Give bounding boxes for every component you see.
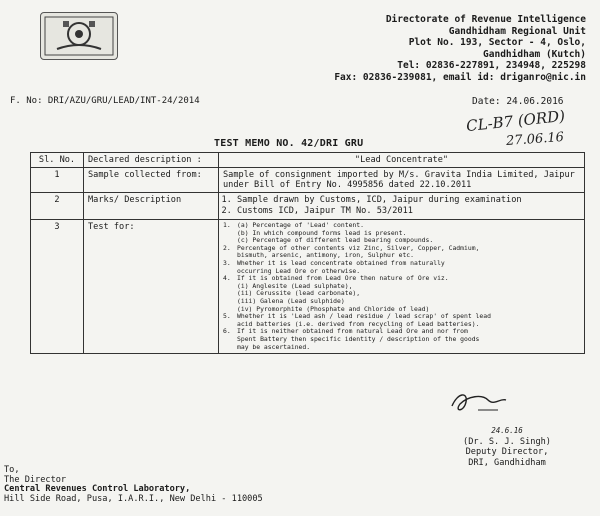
- memo-title: TEST MEMO NO. 42/DRI GRU: [214, 138, 364, 149]
- declared-value: "Lead Concentrate": [219, 153, 585, 168]
- file-number: F. No: DRI/AZU/GRU/LEAD/INT-24/2014: [10, 96, 200, 106]
- header-line: Tel: 02836-227891, 234948, 225298: [397, 60, 586, 71]
- sample-collected-text: Sample of consignment imported by M/s. Gravita India Limited, Jaipur under Bill of Entry No. 4995856 dated 22.10.2011: [219, 168, 585, 193]
- addressee-line: Hill Side Road, Pusa, I.A.R.I., New Delhi - 110005: [4, 493, 263, 504]
- test-item: 1. (a) Percentage of 'Lead' content.: [223, 222, 364, 229]
- row-label: Test for:: [84, 220, 219, 354]
- test-item: (i) Anglesite (Lead sulphate),: [237, 282, 353, 290]
- test-item: (iv) Pyromorphite (Phosphate and Chloride of lead): [237, 305, 430, 313]
- addressee-line: Central Revenues Control Laboratory,: [4, 484, 191, 494]
- header-line: Directorate of Revenue Intelligence: [385, 14, 586, 25]
- test-item: Spent Battery then specific identity / description of the goods: [237, 335, 480, 343]
- sl-no-header: Sl. No.: [31, 153, 84, 168]
- signatory-designation: Deputy Director,: [465, 447, 549, 457]
- header-line: Plot No. 193, Sector - 4, Oslo,: [408, 37, 586, 48]
- test-item: 2. Percentage of other contents viz Zinc, Silver, Copper, Cadmium,: [223, 244, 480, 252]
- test-item: 4. If it is obtained from Lead Ore then nature of Ore viz.: [223, 275, 449, 283]
- test-item: bismuth, arsenic, antimony, iron, Sulphur etc.: [237, 252, 414, 260]
- sl-no-cell: 1: [31, 168, 84, 193]
- test-item: (iii) Galena (Lead sulphide): [237, 297, 345, 305]
- test-item: may be ascertained.: [237, 343, 311, 351]
- handwritten-signature: [448, 388, 518, 418]
- header-line: Gandhidham (Kutch): [483, 48, 586, 60]
- table-row: [31, 220, 585, 354]
- sl-no-cell: 3: [31, 220, 84, 354]
- test-memo-table: [30, 152, 585, 354]
- test-item: 3. Whether it is lead concentrate obtained from naturally: [223, 259, 445, 267]
- declared-header: Declared description :: [84, 153, 219, 168]
- signatory-office: DRI, Gandhidham: [468, 457, 546, 468]
- list-item: 1. Sample drawn by Customs, ICD, Jaipur during examination: [237, 195, 580, 205]
- signatory-name: (Dr. S. J. Singh): [463, 436, 551, 447]
- test-item: occurring Lead Ore or otherwise.: [237, 267, 361, 275]
- addressee-line: The Director: [4, 474, 67, 485]
- header-line: Fax: 02836-239081, email id: driganro@nic.in: [334, 71, 586, 83]
- test-list: [219, 220, 585, 354]
- list-item: 2. Customs ICD, Jaipur TM No. 53/2011: [237, 206, 580, 216]
- marks-list: [223, 195, 580, 216]
- table-row: [31, 168, 585, 193]
- sl-no-cell: 2: [31, 193, 84, 220]
- test-item: (ii) Cerussite (lead carbonate),: [237, 290, 361, 298]
- row-label: Sample collected from:: [84, 168, 219, 193]
- addressee-block: [4, 466, 263, 504]
- test-item: acid batteries (i.e. derived from recycling of Lead batteries).: [237, 320, 480, 328]
- to-label: To,: [4, 465, 20, 475]
- table-row: [31, 153, 585, 168]
- handwritten-date: 27.06.16: [505, 129, 565, 150]
- dri-emblem-logo: [40, 12, 118, 60]
- signature-date: 24.6.16: [491, 426, 523, 435]
- test-item: 6. If it is neither obtained from natural Lead Ore and nor from: [223, 328, 468, 336]
- row-label: Marks/ Description: [84, 193, 219, 220]
- table-row: [31, 193, 585, 220]
- office-header: [296, 14, 586, 83]
- header-line: Gandhidham Regional Unit: [448, 25, 586, 37]
- test-item: 5. Whether it is 'Lead ash / lead residue / lead scrap' of spent lead: [223, 313, 491, 321]
- signatory-block: [442, 426, 572, 468]
- document-date: Date: 24.06.2016: [472, 96, 564, 107]
- test-item: (b) In which compound forms lead is present.: [237, 229, 407, 237]
- handwritten-reference: CL-B7 (ORD): [465, 106, 566, 136]
- marks-description-cell: [219, 193, 585, 220]
- test-item: (c) Percentage of different lead bearing compounds.: [237, 237, 434, 245]
- handwritten-note: [465, 106, 596, 152]
